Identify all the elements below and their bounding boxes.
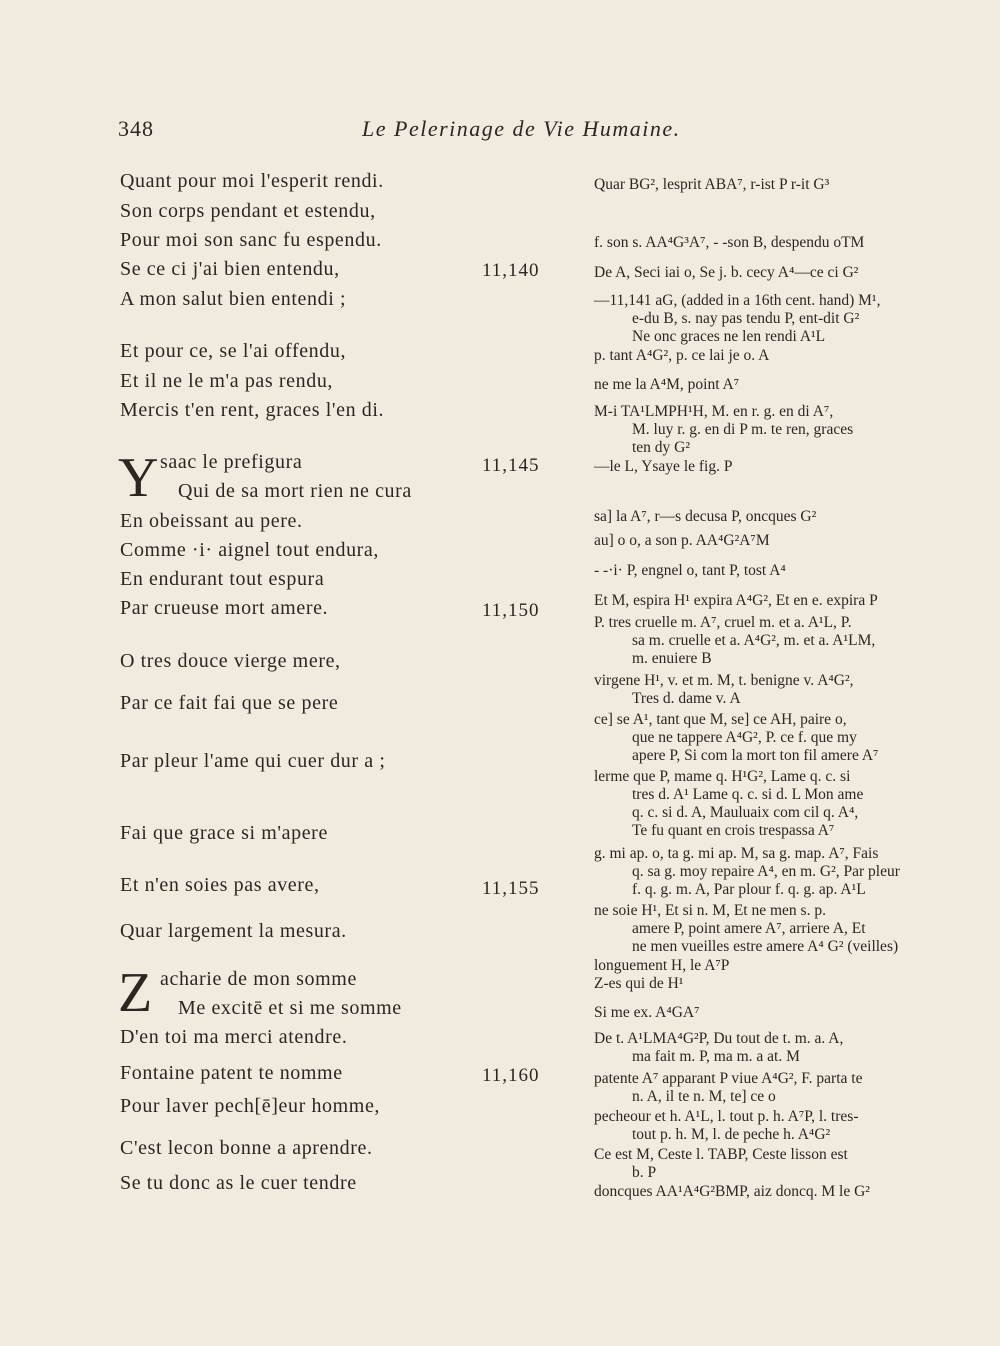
variant-note (594, 176, 954, 194)
note-text: Et M, espira H¹ expira A⁴G², Et en e. expira P (594, 592, 878, 609)
verse-line: Fai que grace si m'apere (120, 822, 328, 844)
verse-line: Se tu donc as le cuer tendre (120, 1172, 357, 1194)
variant-note (594, 1030, 954, 1066)
note-text: q. c. si d. A, Mauluaix com cil q. A⁴, (632, 804, 859, 821)
note-text: tout p. h. M, l. de peche h. A⁴G² (632, 1126, 831, 1143)
note-text: g. mi ap. o, ta g. mi ap. M, sa g. map. A⁷, Fais (594, 845, 879, 862)
verse-line: En endurant tout espura (120, 568, 325, 590)
line-number: 11,150 (482, 600, 540, 621)
line-number: 11,155 (482, 878, 540, 899)
note-text: Quar BG², lesprit ABA⁷, r-ist P r-it G³ (594, 176, 830, 193)
note-text: que ne tappere A⁴G², P. ce f. que my (632, 729, 857, 746)
note-text: virgene H¹, v. et m. M, t. benigne v. A⁴G², (594, 672, 854, 689)
note-text: sa] la A⁷, r—s decusa P, oncques G² (594, 508, 817, 525)
note-text: au] o o, a son p. AA⁴G²A⁷M (594, 532, 770, 549)
note-text: ma fait m. P, ma m. a at. M (632, 1048, 800, 1065)
variant-note (594, 532, 954, 550)
variant-note (594, 292, 954, 346)
note-text: - -·i· P, engnel o, tant P, tost A⁴ (594, 562, 786, 579)
verse-line: Comme ·i· aignel tout endura, (120, 539, 380, 561)
verse-line: O tres douce vierge mere, (120, 650, 341, 672)
note-text: —11,141 aG, (added in a 16th cent. hand) M¹, (594, 292, 881, 309)
verse-line: Me excitē et si me somme (178, 997, 402, 1019)
verse-line: Par crueuse mort amere. (120, 597, 329, 619)
verse-line: Quar largement la mesura. (120, 920, 347, 942)
note-text: Si me ex. A⁴GA⁷ (594, 1004, 700, 1021)
verse-line: Se ce ci j'ai bien entendu, (120, 258, 340, 280)
note-text: De A, Seci iai o, Se j. b. cecy A⁴—ce ci G² (594, 264, 859, 281)
variant-note (594, 1146, 954, 1182)
note-text: P. tres cruelle m. A⁷, cruel m. et a. A¹L, P. (594, 614, 852, 631)
variant-note (594, 711, 954, 765)
verse-line: Et pour ce, se l'ai offendu, (120, 340, 347, 362)
verse-line: acharie de mon somme (160, 968, 357, 990)
note-text: n. A, il te n. M, te] ce o (632, 1088, 776, 1105)
note-text: Tres d. dame v. A (632, 690, 741, 707)
variant-note (594, 376, 954, 394)
note-text: sa m. cruelle et a. A⁴G², m. et a. A¹LM, (632, 632, 876, 649)
variant-note (594, 403, 954, 457)
note-text: Te fu quant en crois trespassa A⁷ (632, 822, 835, 839)
verse-line: D'en toi ma merci atendre. (120, 1026, 348, 1048)
note-text: p. tant A⁴G², p. ce lai je o. A (594, 347, 770, 364)
verse-line: Et il ne le m'a pas rendu, (120, 370, 334, 392)
verse-line: En obeissant au pere. (120, 510, 303, 532)
note-text: b. P (632, 1164, 657, 1181)
variant-note (594, 1108, 954, 1144)
page-number: 348 (118, 116, 154, 141)
running-title: Le Pelerinage de Vie Humaine. (362, 116, 681, 141)
note-text: De t. A¹LMA⁴G²P, Du tout de t. m. a. A, (594, 1030, 844, 1047)
verse-line: Par pleur l'ame qui cuer dur a ; (120, 750, 386, 772)
variant-note (594, 845, 954, 899)
verse-line: Et n'en soies pas avere, (120, 874, 320, 896)
variant-note (594, 672, 954, 708)
verse-line: Son corps pendant et estendu, (120, 200, 376, 222)
note-text: ce] se A¹, tant que M, se] ce AH, paire o, (594, 711, 847, 728)
line-number: 11,160 (482, 1065, 540, 1086)
note-text: amere P, point amere A⁷, arriere A, Et (632, 920, 866, 937)
variant-note (594, 1004, 954, 1022)
variant-note (594, 1183, 954, 1201)
note-text: Ne onc graces ne len rendi A¹L (632, 328, 826, 345)
variant-note (594, 957, 954, 975)
line-number: 11,145 (482, 455, 540, 476)
note-text: ne soie H¹, Et si n. M, Et ne men s. p. (594, 902, 826, 919)
variant-note (594, 1070, 954, 1106)
note-text: tres d. A¹ Lame q. c. si d. L Mon ame (632, 786, 864, 803)
note-text: ten dy G² (632, 439, 691, 456)
verse-line: Quant pour moi l'esperit rendi. (120, 170, 384, 192)
note-text: pecheour et h. A¹L, l. tout p. h. A⁷P, l. tres- (594, 1108, 859, 1125)
variant-note (594, 264, 954, 282)
variant-note (594, 975, 954, 993)
note-text: longuement H, le A⁷P (594, 957, 730, 974)
verse-line: Fontaine patent te nomme (120, 1062, 343, 1084)
verse-line: C'est lecon bonne a aprendre. (120, 1137, 373, 1159)
variant-note (594, 768, 954, 840)
note-text: patente A⁷ apparant P viue A⁴G², F. parta te (594, 1070, 863, 1087)
note-text: f. q. g. m. A, Par plour f. q. g. ap. A¹L (632, 881, 866, 898)
variant-note (594, 234, 954, 252)
variant-note (594, 508, 954, 526)
note-text: q. sa g. moy repaire A⁴, en m. G², Par pleur (632, 863, 900, 880)
note-text: ne me la A⁴M, point A⁷ (594, 376, 740, 393)
verse-line: Pour moi son sanc fu espendu. (120, 229, 382, 251)
variant-note (594, 458, 954, 476)
note-text: ne men vueilles estre amere A⁴ G² (veilles) (632, 938, 899, 955)
note-text: Z-es qui de H¹ (594, 975, 684, 992)
variant-note (594, 562, 954, 580)
note-text: —le L, Ysaye le fig. P (594, 458, 733, 475)
verse-line: A mon salut bien entendi ; (120, 288, 347, 310)
verse-line: Par ce fait fai que se pere (120, 692, 339, 714)
verse-line: Qui de sa mort rien ne cura (178, 480, 412, 502)
note-text: M-i TA¹LMPH¹H, M. en r. g. en di A⁷, (594, 403, 834, 420)
drop-capital: Z (118, 962, 153, 1024)
variant-note (594, 614, 954, 668)
note-text: Ce est M, Ceste l. TABP, Ceste lisson est (594, 1146, 848, 1163)
note-text: apere P, Si com la mort ton fil amere A⁷ (632, 747, 879, 764)
note-text: m. enuiere B (632, 650, 712, 667)
note-text: M. luy r. g. en di P m. te ren, graces (632, 421, 854, 438)
note-text: doncques AA¹A⁴G²BMP, aiz doncq. M le G² (594, 1183, 870, 1200)
variant-note (594, 592, 954, 610)
variant-note (594, 902, 954, 956)
verse-line: Pour laver pech[ē]eur homme, (120, 1095, 381, 1117)
verse-line: Mercis t'en rent, graces l'en di. (120, 399, 385, 421)
verse-line: saac le prefigura (160, 451, 303, 473)
line-number: 11,140 (482, 260, 540, 281)
note-text: e-du B, s. nay pas tendu P, ent-dit G² (632, 310, 860, 327)
variant-note (594, 347, 954, 365)
drop-capital: Y (118, 447, 159, 509)
note-text: f. son s. AA⁴G³A⁷, - -son B, despendu oTM (594, 234, 865, 251)
note-text: lerme que P, mame q. H¹G², Lame q. c. si (594, 768, 851, 785)
